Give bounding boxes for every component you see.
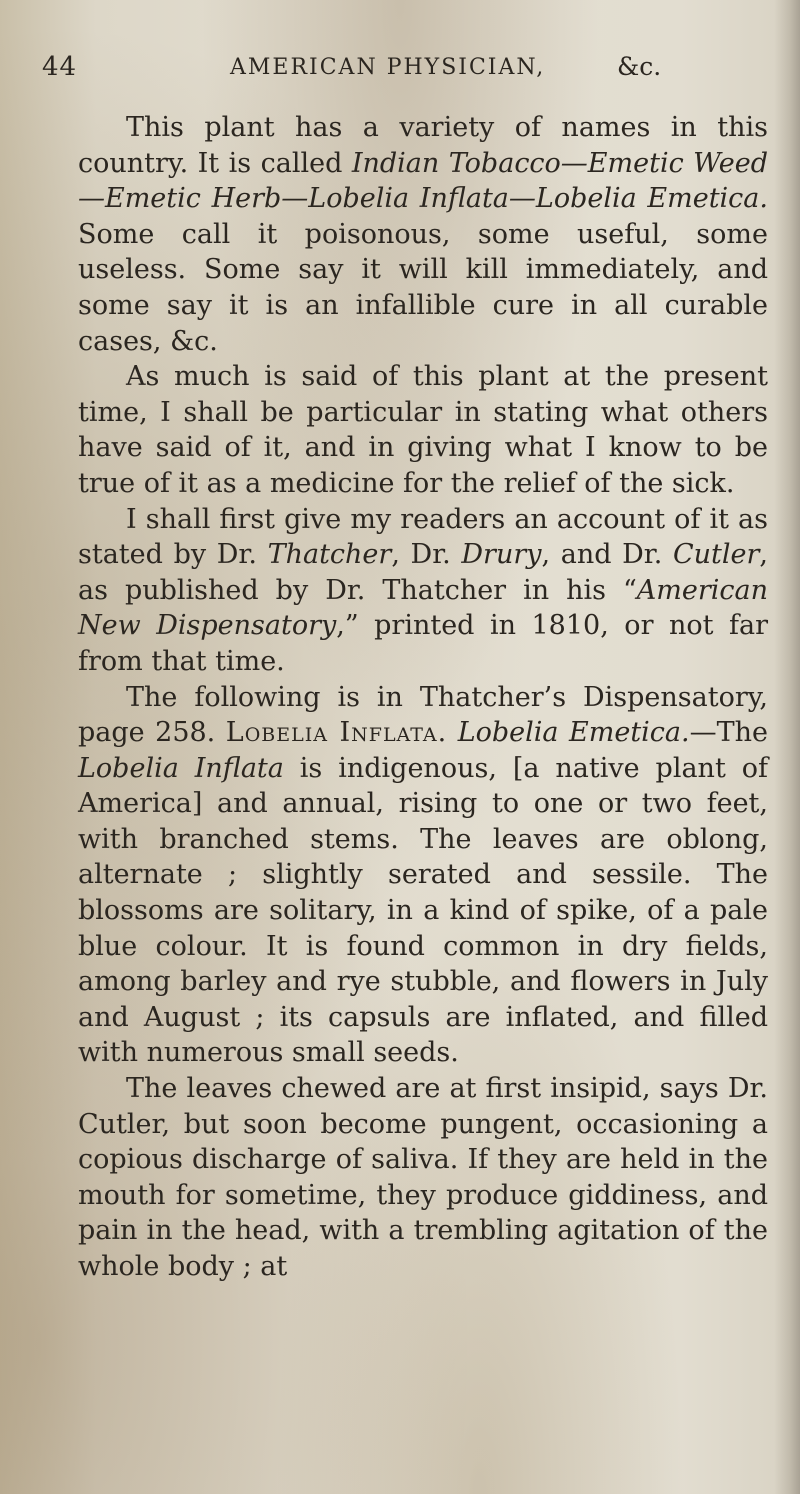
italic-text: Cutler bbox=[672, 539, 760, 571]
text-run: —The bbox=[689, 717, 768, 749]
text-run: As much is said of this plant at the present time, I shall be particular in stating what others have said of it, and in giving what I know to be true of it as a medicine for the relief of the sick. bbox=[78, 361, 768, 499]
text-run: The leaves chewed are at first insipid, says Dr. Cutler, but soon become pungent, occasioning a copious discharge of saliva. If they are held in the mouth for sometime, they produce giddiness, and pain in the head, with a trembling agitation of the whole body ; at bbox=[78, 1073, 768, 1282]
italic-text: Lobelia Emetica. bbox=[457, 717, 690, 749]
small-caps-text: Lobelia Inflata. bbox=[225, 717, 448, 749]
text-run: is indigenous, [a native plant of America] and annual, rising to one or two feet, with branched stems. The leaves are oblong, alternate ; slightly serated and sessile. The blossoms are solitary, in a kind of spike, of a pale blue colour. It is found common in dry fields, among barley and rye stubble, and flowers in July and August ; its capsuls are inflated, and filled with numerous small seeds. bbox=[78, 752, 768, 1069]
text-run bbox=[447, 717, 458, 748]
text-run: ,” printed in 1810, or not far from that time. bbox=[78, 610, 768, 677]
paragraph bbox=[78, 359, 768, 501]
text-run: Some call it poisonous, some useful, some useless. Some say it will kill immediately, and some say it is an infallible cure in all curable cases, &c. bbox=[78, 218, 768, 357]
page-edge-shadow bbox=[774, 0, 800, 1494]
italic-text: Drury bbox=[461, 539, 542, 571]
page-number: 44 bbox=[42, 52, 78, 82]
italic-text: Indian Tobacco—Emetic Weed—Emetic Herb—Lobelia Inflata—Lobelia Emetica. bbox=[78, 147, 768, 215]
running-head: AMERICAN PHYSICIAN, bbox=[230, 55, 546, 80]
page-header bbox=[42, 52, 762, 102]
text-run: , as published by Dr. Thatcher in his “ bbox=[78, 539, 768, 606]
italic-text: Thatcher bbox=[267, 539, 392, 571]
italic-text: American New Dispensatory bbox=[78, 574, 768, 642]
italic-text: Lobelia Inflata bbox=[78, 752, 284, 784]
paragraph bbox=[78, 1071, 768, 1285]
text-run: This plant has a variety of names in this country. It is called bbox=[78, 112, 768, 179]
text-run: , Dr. bbox=[391, 539, 462, 571]
text-run: The following is in Thatcher’s Dispensatory, page 258. bbox=[78, 681, 768, 749]
body-text bbox=[78, 110, 768, 1285]
text-run: I shall first give my readers an account of it as stated by Dr. bbox=[78, 503, 768, 571]
running-head-suffix: &c. bbox=[617, 52, 662, 81]
paragraph bbox=[78, 680, 768, 1072]
paragraph bbox=[78, 502, 768, 680]
text-run: , and Dr. bbox=[541, 539, 673, 571]
paragraph bbox=[78, 110, 768, 359]
